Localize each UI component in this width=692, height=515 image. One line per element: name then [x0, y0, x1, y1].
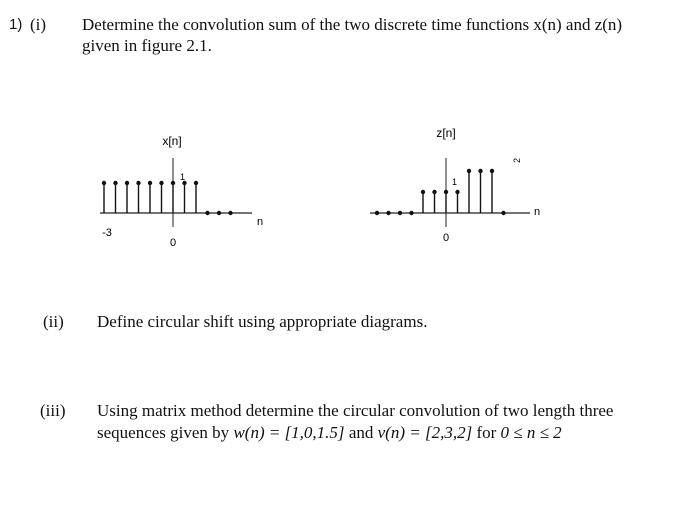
stem-marker: [194, 181, 198, 185]
axis-label-n: n: [533, 206, 541, 218]
tick-label: -3: [102, 227, 112, 239]
plot-z: [370, 126, 540, 244]
stem-marker: [125, 181, 129, 185]
part-iii-line-1: Using matrix method determine the circular convolution of two length three: [97, 401, 614, 420]
stem-marker: [217, 211, 221, 215]
tick-label: 0: [442, 232, 450, 244]
stem-marker: [375, 211, 379, 215]
stem-marker: [467, 169, 471, 173]
v-sequence: v(n) = [2,3,2]: [377, 423, 473, 442]
value-annotation: 1: [452, 177, 458, 187]
value-annotation: 1: [180, 172, 186, 182]
and-word: and: [348, 423, 374, 442]
w-sequence: w(n) = [1,0,1.5]: [233, 423, 345, 442]
part-ii-text: Define circular shift using appropriate diagrams.: [97, 312, 428, 331]
stem-marker: [148, 181, 152, 185]
stem-marker: [228, 211, 232, 215]
part-iii-line-2: [97, 423, 562, 443]
for-word: for: [476, 423, 497, 442]
stem-marker: [421, 190, 425, 194]
plot-title: x[n]: [162, 134, 182, 148]
part-i-label: (i): [30, 15, 47, 34]
stem-marker: [205, 211, 209, 215]
stem-marker: [102, 181, 106, 185]
stem-marker: [432, 190, 436, 194]
stem-marker: [159, 181, 163, 185]
stem-marker: [171, 181, 175, 185]
stem-marker: [444, 190, 448, 194]
axis-label-n: n: [256, 216, 264, 228]
stem-marker: [490, 169, 494, 173]
stem-marker: [113, 181, 117, 185]
part-i-line-2: given in figure 2.1.: [82, 36, 212, 55]
stem-marker: [409, 211, 413, 215]
question-number: 1): [9, 16, 23, 33]
part-iii-label: (iii): [40, 401, 66, 420]
stem-marker: [455, 190, 459, 194]
part-i-line-1: Determine the convolution sum of the two discrete time functions x(n) and z(n): [82, 15, 623, 34]
plot-x: [100, 134, 263, 249]
stem-marker: [136, 181, 140, 185]
stem-marker: [478, 169, 482, 173]
part-iii-prefix: sequences given by: [97, 423, 230, 442]
index-range: 0 ≤ n ≤ 2: [500, 423, 562, 442]
value-annotation: 2: [512, 157, 522, 163]
plot-title: z[n]: [436, 126, 456, 140]
part-ii-label: (ii): [43, 312, 64, 331]
tick-label: 0: [169, 237, 177, 249]
stem-marker: [501, 211, 505, 215]
stem-marker: [386, 211, 390, 215]
stem-marker: [398, 211, 402, 215]
